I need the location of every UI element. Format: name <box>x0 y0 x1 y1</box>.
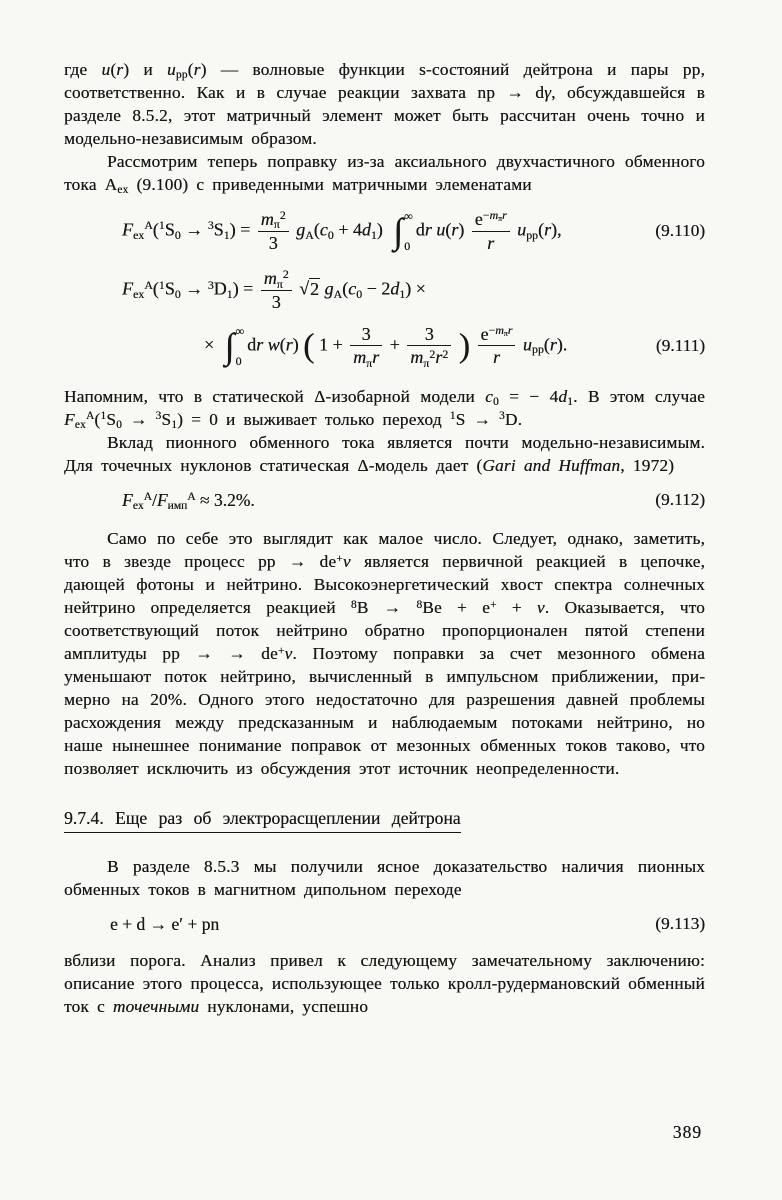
paragraph-delta-isobar-model: Напомним, что в статической Δ-изобарной модели $c_0$ = − $4d_1$. В этом случае $F_{ex}^A(^1S_0 \to ^3S_1) = 0$ и выживает только переход $^1$S → $^3$D. <box>64 387 705 432</box>
paragraph-near-threshold: вблизи порога. Анализ привел к следующему замечательному заключению: описание этого процесса, использующее только кролл-рудермановский обменный ток с точечными нуклонами, успешно <box>64 951 705 1017</box>
section-heading-974 <box>64 807 705 830</box>
paragraph-section-853-evidence: В разделе 8.5.3 мы получили ясное доказательство наличия пионных обменных токов в магнитном дипольном переходе <box>64 857 705 900</box>
equation-9-110-number: (9.110) <box>655 221 705 241</box>
paragraph-pion-exchange-contribution: Вклад пионного обменного тока является почти модельно-независимым. Для точечных нуклонов статическая Δ-модель дает (Gari and Huffman, 1972) <box>64 433 705 476</box>
equation-9-110 <box>64 209 705 253</box>
equation-9-111-line2 <box>64 324 705 368</box>
paragraph-axial-correction: Рассмотрим теперь поправку из-за аксиального двухчастичного обменного тока $A_{ex}$ (9.100) с приведенными матричными элеменатами <box>64 152 705 197</box>
equation-9-110-formula: $F_{ex}^A(^1S_0 \to ^3S_1)$ = $\frac{m_\pi^2}{3}$ $g_A(c_0 + 4d_1)$ ∫ ∞ 0 dr u(r) $\frac{e^{-m_\pi r}}{r}$ $u_{pp}(r)$, <box>122 208 562 254</box>
equation-9-111-line1 <box>64 268 705 312</box>
equation-9-113-number: (9.113) <box>655 914 705 934</box>
equation-9-112 <box>64 490 705 513</box>
equation-9-111-formula-line2: × ∫ ∞ 0 dr w(r) ( 1 + $\frac{3}{m_\pi r}$ + $\frac{3}{m_\pi^2r^2}$ ) $\frac{e^{-m_\pi r}}{r}$ $u_{pp}(r)$. <box>204 322 568 370</box>
equation-9-112-formula: $F_{ex}^A/F_{имп}^A \approx 3.2\%$. <box>122 490 255 513</box>
equation-9-111-number: (9.111) <box>655 335 705 355</box>
equation-9-113 <box>64 914 705 934</box>
equation-9-113-formula: e + d → e′ + pn <box>110 914 220 935</box>
paragraph-wave-functions: где u(r) и $u_{pp}(r)$ — волновые функции s-состояний дейтрона и пары pp, соответственно. Как и в случае реакции захвата np → dγ, обсуждавшейся в разделе 8.5.2, этот матричный элемент может быть рассчитан очень точно и модельно-независимым образом. <box>64 60 706 148</box>
equation-9-111-formula-line1: $F_{ex}^A(^1S_0 \to ^3D_1)$ = $\frac{m_\pi^2}{3}$ √2 $g_A(c_0 - 2d_1)$ × <box>122 267 426 313</box>
page-number: 389 <box>672 1122 702 1142</box>
section-heading-text: 9.7.4. Еще раз об электрорасщеплении дейтрона <box>64 808 461 833</box>
equation-9-112-number: (9.112) <box>655 490 705 510</box>
paragraph-solar-neutrino: Само по себе это выглядит как малое число. Следует, однако, заметить, что в звезде процесс pp → de+ν является первичной реакцией в цепочке, дающей фотоны и нейтрино. Высокоэнергетический хвост спектра солнечных нейтрино определяется реакцией $^8$B → $^8$Be + e+ + ν. Оказывается, что соответствующий поток нейтрино обратно пропорционален пятой степени амплитуды pp → → de+ν. Поэтому поправки за счет мезонного обмена уменьшают поток нейтрино, вычисленный в импульсном приближении, примерно на 20%. Одного этого недостаточно для разрешения давней проблемы расхождения между предсказанным и наблюдаемым потоками нейтрино, но наше нынешнее понимание поправок от мезонных обменных токов таково, что позволяет исключить из обсуждения этот источник неопределенности. <box>64 529 705 779</box>
